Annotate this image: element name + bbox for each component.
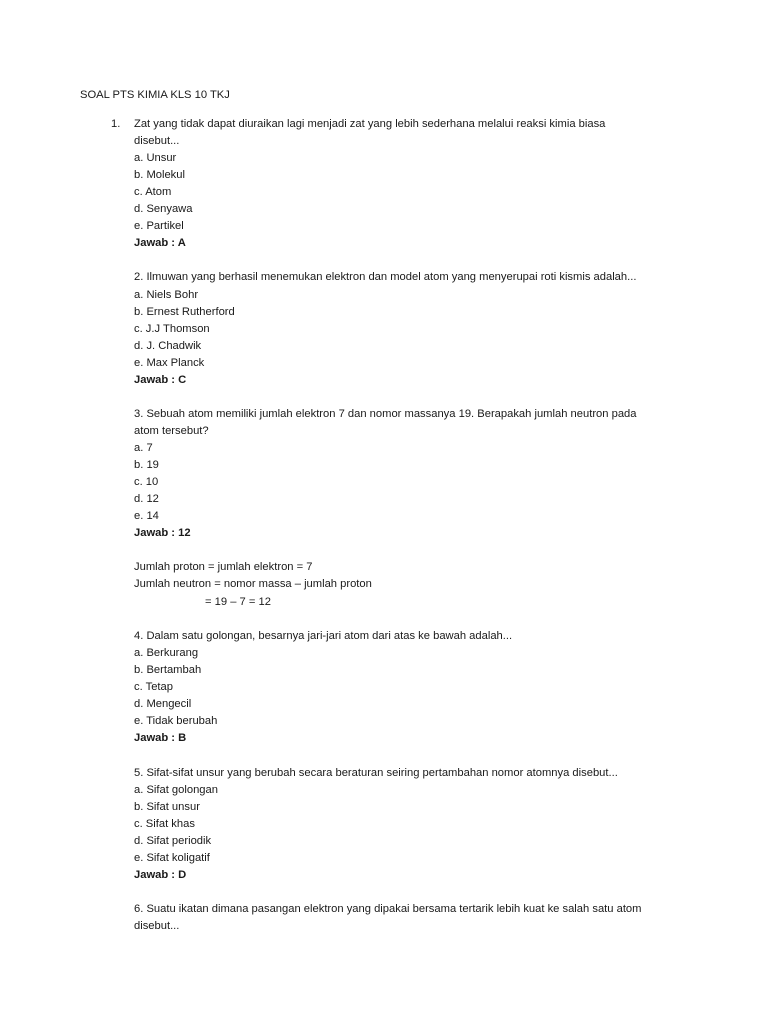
question-text: Zat yang tidak dapat diuraikan lagi menjadi zat yang lebih sederhana melalui reaksi kimia biasa [134,118,606,130]
answer: Jawab : 12 [134,527,191,539]
answer: Jawab : B [134,732,187,744]
option-c: c. J.J Thomson [134,323,210,335]
answer: Jawab : A [134,237,186,249]
question-text: 5. Sifat-sifat unsur yang berubah secara beraturan seiring pertambahan nomor atomnya disebut... [134,767,618,779]
question-text: disebut... [134,920,180,932]
option-d: d. 12 [134,493,159,505]
option-e: e. Tidak berubah [134,715,218,727]
option-b: b. Ernest Rutherford [134,306,235,318]
option-a: a. Berkurang [134,647,199,659]
option-c: c. 10 [134,476,159,488]
option-b: b. Molekul [134,169,185,181]
option-e: e. Partikel [134,220,184,232]
option-c: c. Tetap [134,681,173,693]
answer: Jawab : C [134,374,187,386]
option-a: a. Unsur [134,152,177,164]
option-c: c. Sifat khas [134,818,195,830]
option-d: d. Senyawa [134,203,193,215]
explanation-line: = 19 – 7 = 12 [205,596,271,608]
explanation-line: Jumlah neutron = nomor massa – jumlah proton [134,578,372,590]
option-c: c. Atom [134,186,172,198]
question-text: 4. Dalam satu golongan, besarnya jari-jari atom dari atas ke bawah adalah... [134,630,513,642]
option-b: b. Bertambah [134,664,202,676]
question-text: atom tersebut? [134,425,209,437]
option-d: d. J. Chadwik [134,340,202,352]
question-text: 6. Suatu ikatan dimana pasangan elektron yang dipakai bersama tertarik lebih kuat ke salah satu atom [134,903,642,915]
option-d: d. Sifat periodik [134,835,212,847]
answer: Jawab : D [134,869,187,881]
question-text: 2. Ilmuwan yang berhasil menemukan elektron dan model atom yang menyerupai roti kismis adalah... [134,271,637,283]
option-e: e. Max Planck [134,357,205,369]
option-a: a. 7 [134,442,153,454]
explanation-line: Jumlah proton = jumlah elektron = 7 [134,561,313,573]
option-d: d. Mengecil [134,698,192,710]
option-a: a. Sifat golongan [134,784,218,796]
option-e: e. Sifat koligatif [134,852,210,864]
option-a: a. Niels Bohr [134,289,199,301]
question-text: disebut... [134,135,180,147]
option-b: b. Sifat unsur [134,801,200,813]
question-number: 1. [111,118,121,130]
option-b: b. 19 [134,459,159,471]
option-e: e. 14 [134,510,159,522]
document-title: SOAL PTS KIMIA KLS 10 TKJ [80,89,230,101]
question-text: 3. Sebuah atom memiliki jumlah elektron 7 dan nomor massanya 19. Berapakah jumlah neutron pada [134,408,637,420]
